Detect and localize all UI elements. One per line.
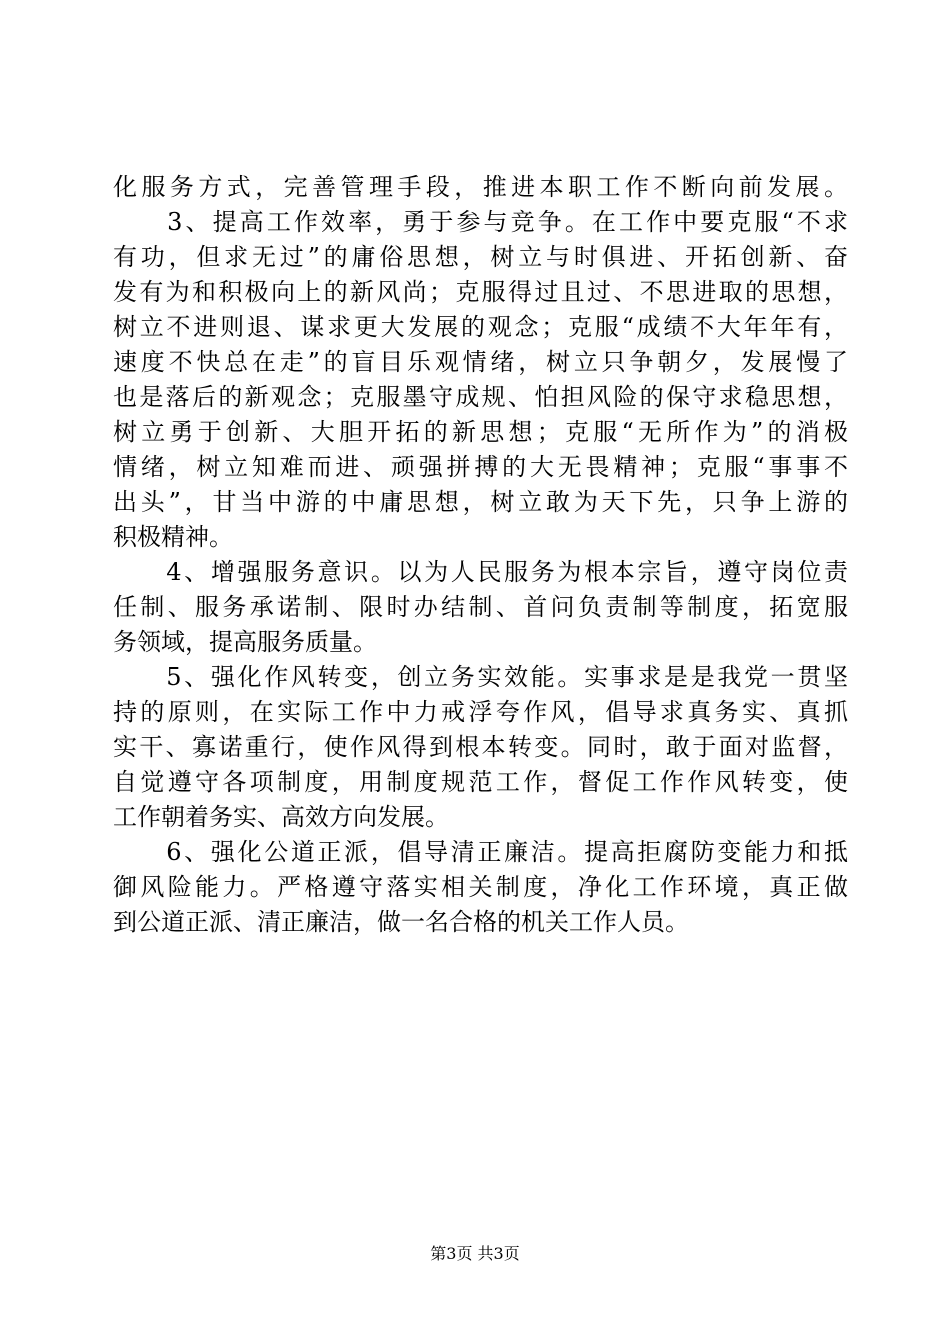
- page-number-footer: 第3页 共3页: [430, 1244, 520, 1263]
- text-line: 出头”，甘当中游的中庸思想，树立敢为天下先，只争上游的: [113, 488, 848, 516]
- text-line: 务领域，提高服务质量。: [113, 628, 377, 656]
- text-line: 工作朝着务实、高效方向发展。: [113, 803, 449, 831]
- text-line: 实干、寡诺重行，使作风得到根本转变。同时，敢于面对监督，: [113, 733, 848, 761]
- text-line: 6、强化公道正派，倡导清正廉洁。提高拒腐防变能力和抵: [113, 838, 848, 866]
- text-line: 化服务方式，完善管理手段，推进本职工作不断向前发展。: [113, 173, 848, 201]
- text-line: 发有为和积极向上的新风尚；克服得过且过、不思进取的思想，: [113, 278, 848, 306]
- text-line: 5、强化作风转变，创立务实效能。实事求是是我党一贯坚: [113, 663, 848, 691]
- text-line: 4、增强服务意识。以为人民服务为根本宗旨，遵守岗位责: [113, 558, 848, 586]
- text-line: 3、提高工作效率，勇于参与竞争。在工作中要克服“不求: [113, 208, 848, 236]
- text-line: 有功，但求无过”的庸俗思想，树立与时俱进、开拓创新、奋: [113, 243, 848, 271]
- text-line: 积极精神。: [113, 523, 233, 551]
- text-line: 速度不快总在走”的盲目乐观情绪，树立只争朝夕，发展慢了: [113, 348, 848, 376]
- text-line: 树立不进则退、谋求更大发展的观念；克服“成绩不大年年有，: [113, 313, 848, 341]
- text-line: 自觉遵守各项制度，用制度规范工作，督促工作作风转变，使: [113, 768, 848, 796]
- text-line: 也是落后的新观念；克服墨守成规、怕担风险的保守求稳思想，: [113, 383, 848, 411]
- text-line: 树立勇于创新、大胆开拓的新思想；克服“无所作为”的消极: [113, 418, 848, 446]
- text-line: 情绪，树立知难而进、顽强拼搏的大无畏精神；克服“事事不: [113, 453, 848, 481]
- text-line: 任制、服务承诺制、限时办结制、首问负责制等制度，拓宽服: [113, 593, 848, 621]
- text-line: 到公道正派、清正廉洁，做一名合格的机关工作人员。: [113, 908, 689, 936]
- text-line: 御风险能力。严格遵守落实相关制度，净化工作环境，真正做: [113, 873, 848, 901]
- body-text: [113, 170, 848, 940]
- text-line: 持的原则，在实际工作中力戒浮夸作风，倡导求真务实、真抓: [113, 698, 848, 726]
